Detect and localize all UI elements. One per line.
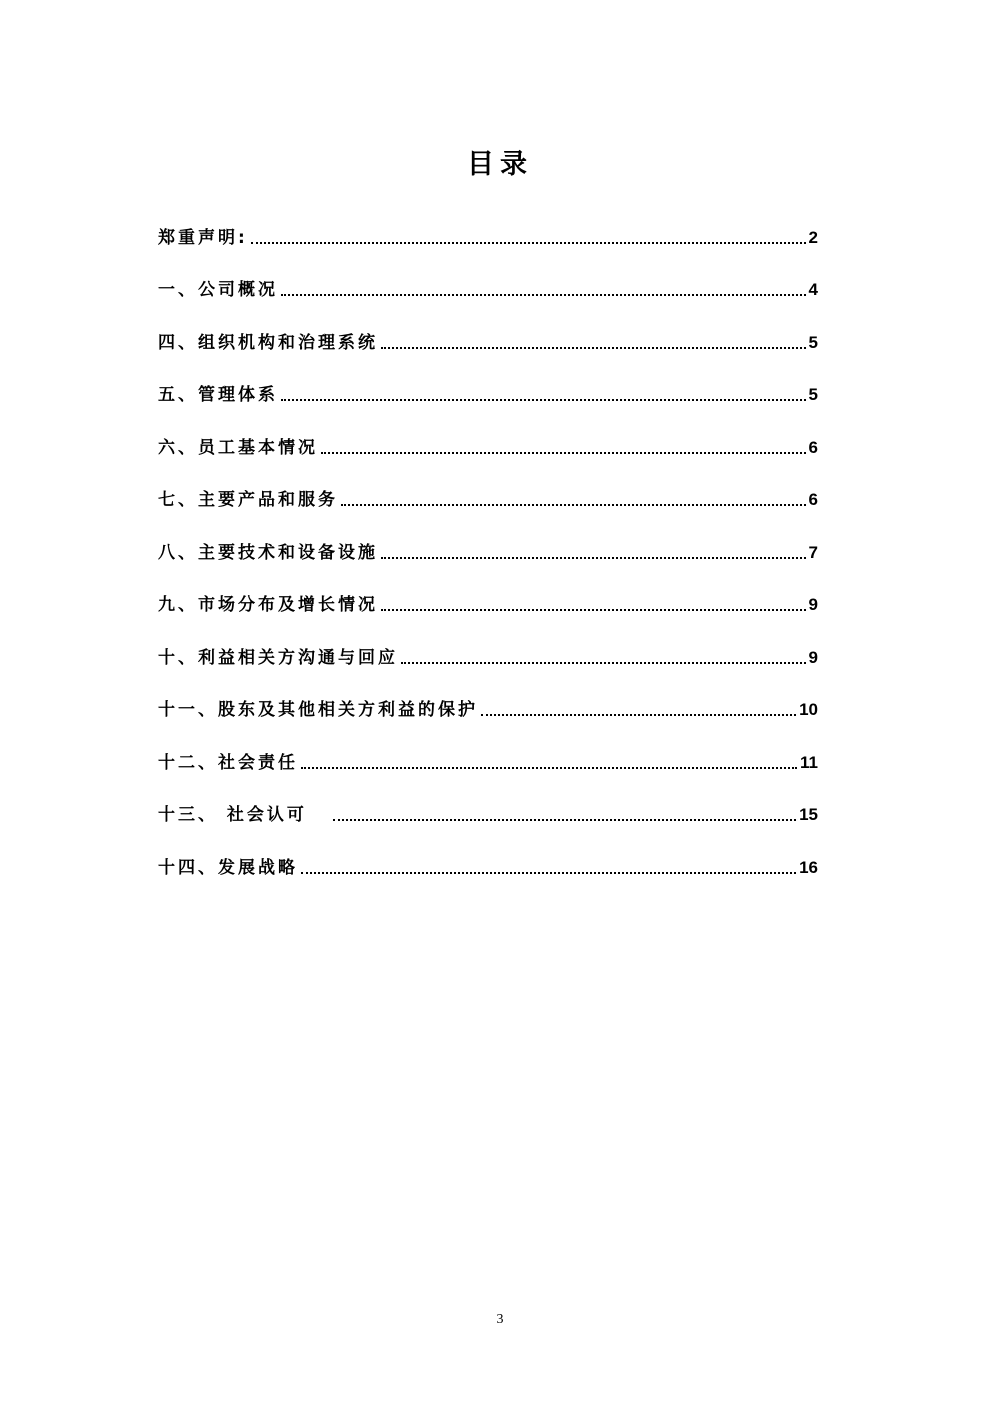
toc-entry-label: 五、管理体系 <box>158 385 278 405</box>
toc-dot-leader <box>481 714 796 716</box>
toc-entry-page: 6 <box>808 490 818 509</box>
toc-entry-label: 十三、 社会认可 <box>158 805 307 825</box>
toc-entry[interactable] <box>158 788 818 841</box>
toc-dot-leader <box>251 242 806 244</box>
toc-entry-page: 16 <box>799 857 818 877</box>
toc-entry-page: 9 <box>808 595 818 614</box>
toc-entry-page: 5 <box>808 385 818 404</box>
toc-dot-leader <box>281 294 806 296</box>
toc-dot-leader <box>321 452 806 454</box>
toc-entry-label: 十四、发展战略 <box>158 857 298 878</box>
toc-entry-label: 八、主要技术和设备设施 <box>158 542 378 563</box>
page-number: 3 <box>496 1312 504 1327</box>
toc-entry[interactable] <box>158 315 818 368</box>
toc-entry-label: 郑重声明: <box>158 227 248 248</box>
toc-entry-page: 15 <box>799 805 818 824</box>
toc-entry-page: 7 <box>808 542 818 562</box>
toc-entry-label: 十二、社会责任 <box>158 752 298 773</box>
toc-dot-leader <box>381 347 806 349</box>
toc-entry-label: 六、员工基本情况 <box>158 437 318 458</box>
toc-dot-leader <box>301 767 797 769</box>
toc-entry-label: 九、市场分布及增长情况 <box>158 595 378 615</box>
toc-dot-leader <box>381 557 806 559</box>
toc-entry[interactable] <box>158 630 818 683</box>
toc-entry-label: 四、组织机构和治理系统 <box>158 332 378 353</box>
toc-entry-page: 10 <box>799 700 818 719</box>
toc-dot-leader <box>281 399 806 401</box>
toc-entry[interactable] <box>158 263 818 316</box>
toc-entry[interactable] <box>158 525 818 578</box>
toc-entry-page: 6 <box>808 437 818 457</box>
toc-dot-leader <box>341 504 806 506</box>
toc-entry[interactable] <box>158 578 818 631</box>
toc-dot-leader <box>301 872 796 874</box>
toc-entry-label: 一、公司概况 <box>158 280 278 300</box>
toc-entry-label: 十一、股东及其他相关方利益的保护 <box>158 700 478 720</box>
table-of-contents <box>158 210 818 893</box>
toc-entry-page: 4 <box>808 280 818 299</box>
toc-entry[interactable] <box>158 210 818 263</box>
toc-entry[interactable] <box>158 840 818 893</box>
toc-entry-label: 七、主要产品和服务 <box>158 490 338 510</box>
toc-entry-label: 十、利益相关方沟通与回应 <box>158 647 398 668</box>
toc-dot-leader <box>333 819 796 821</box>
toc-entry[interactable] <box>158 735 818 788</box>
page-title: 目录 <box>467 149 533 181</box>
toc-entry-page: 5 <box>808 332 818 352</box>
toc-entry-page: 11 <box>800 752 818 772</box>
toc-dot-leader <box>381 609 806 611</box>
toc-entry[interactable] <box>158 368 818 421</box>
toc-entry[interactable] <box>158 420 818 473</box>
toc-entry[interactable] <box>158 473 818 526</box>
toc-entry-page: 2 <box>808 227 818 247</box>
toc-entry-page: 9 <box>808 647 818 667</box>
toc-dot-leader <box>401 662 806 664</box>
toc-entry[interactable] <box>158 683 818 736</box>
